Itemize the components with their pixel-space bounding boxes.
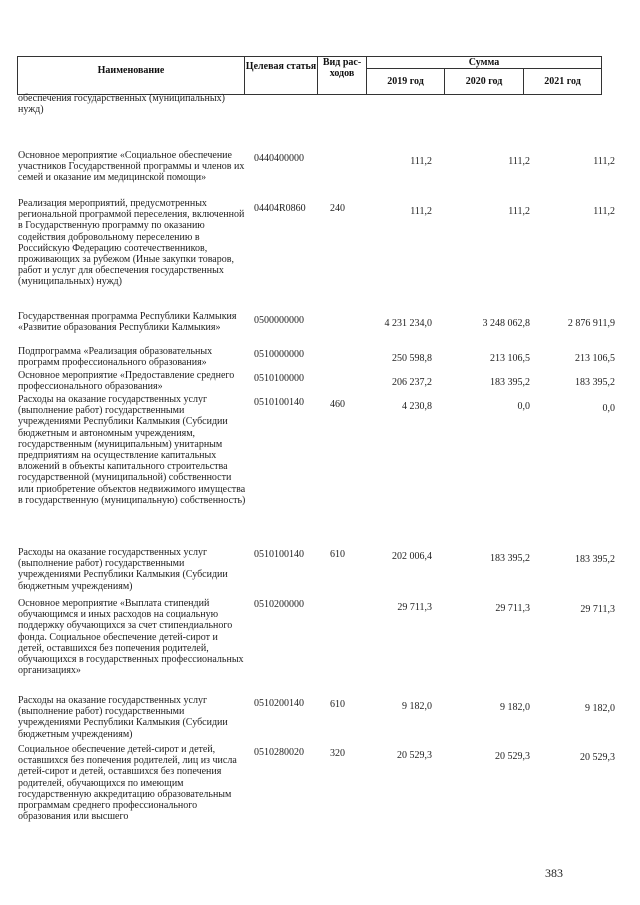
row-name: Основное мероприятие «Предоставление среднего профессионального образования» (18, 370, 235, 393)
row-value-2019: 111,2 (410, 206, 432, 217)
row-value-2019: 250 598,8 (392, 353, 432, 364)
column-header-2021: 2021 год (544, 76, 581, 87)
row-value-2020: 111,2 (508, 206, 530, 217)
row-value-2021: 9 182,0 (585, 703, 615, 714)
row-value-2021: 111,2 (593, 156, 615, 167)
row-value-2020: 111,2 (508, 156, 530, 167)
row-target-code: 0510000000 (254, 349, 304, 360)
row-value-2020: 20 529,3 (495, 751, 530, 762)
page-number: 383 (545, 866, 563, 880)
row-value-2020: 3 248 062,8 (482, 318, 530, 329)
column-header-sum: Сумма (468, 57, 500, 68)
row-target-code: 0510200000 (254, 599, 304, 610)
column-header-2020: 2020 год (465, 76, 503, 87)
header-right-border (601, 56, 602, 95)
row-name: Расходы на оказание государственных услуг (выполнение работ) государственными учреждениями Республики Калмыкия (Субсидии бюджетным и автономным учреждениям, государственным (муниципальным) унитарным предприятиям на осуществление капитальных вложений в объекты капитального строительства государственной (муниципальной) собственности или приобретение объектов недвижимого имущества в государственную (муниципальную) собственность) (18, 394, 246, 506)
row-value-2020: 213 106,5 (490, 353, 530, 364)
row-target-code: 04404R0860 (254, 203, 306, 214)
row-value-2020: 29 711,3 (495, 603, 530, 614)
column-header-2019: 2019 год (387, 76, 424, 87)
row-value-2021: 29 711,3 (580, 604, 615, 615)
row-expense-type: 240 (330, 203, 345, 214)
row-target-code: 0510200140 (254, 698, 304, 709)
row-name: обеспечения государственных (муниципальных) нужд) (18, 93, 225, 116)
row-value-2021: 213 106,5 (575, 353, 615, 364)
row-name: Реализация мероприятий, предусмотренных региональной программой переселения, включенной в Государственную программу по оказанию содействия добровольному переселению в Российскую Федерацию соотечественников, проживающих за рубежом (Иные закупки товаров, работ и услуг для обеспечения государственных (муниципальных) нужд) (18, 198, 245, 288)
row-target-code: 0510100140 (254, 397, 304, 408)
row-target-code: 0500000000 (254, 315, 304, 326)
row-target-code: 0510100000 (254, 373, 304, 384)
row-expense-type: 460 (330, 399, 345, 410)
row-value-2021: 20 529,3 (580, 752, 615, 763)
column-header-name: Наименование (97, 65, 165, 76)
row-value-2020: 9 182,0 (500, 702, 530, 713)
row-name: Основное мероприятие «Социальное обеспечение участников Государственной программы и членов их семей и оказание им медицинской помощи» (18, 150, 245, 184)
row-value-2020: 0,0 (517, 401, 530, 412)
sum-subheader-border (366, 68, 602, 69)
row-value-2020: 183 395,2 (490, 553, 530, 564)
row-value-2019: 111,2 (410, 156, 432, 167)
row-value-2021: 111,2 (593, 206, 615, 217)
row-target-code: 0510280020 (254, 747, 304, 758)
row-value-2019: 20 529,3 (397, 750, 432, 761)
row-value-2020: 183 395,2 (490, 377, 530, 388)
row-name: Расходы на оказание государственных услуг (выполнение работ) государственными учреждениями Республики Калмыкия (Субсидии бюджетным учреждениям) (18, 547, 228, 592)
row-name: Социальное обеспечение детей-сирот и детей, оставшихся без попечения родителей, лиц из числа детей-сирот и детей, оставшихся без попечения родителей, обучающихся по имеющим государственную аккредитацию образовательным программам среднего профессионального образования или высшего (18, 744, 237, 823)
row-target-code: 0510100140 (254, 549, 304, 560)
row-expense-type: 610 (330, 549, 345, 560)
column-header-target: Целевая статья (245, 61, 317, 72)
row-expense-type: 610 (330, 699, 345, 710)
row-value-2021: 0,0 (602, 403, 615, 414)
row-target-code: 0440400000 (254, 153, 304, 164)
row-value-2019: 4 231 234,0 (384, 318, 432, 329)
row-name: Подпрограмма «Реализация образовательных программ профессионального образования» (18, 346, 213, 369)
row-expense-type: 320 (330, 748, 345, 759)
row-value-2021: 183 395,2 (575, 377, 615, 388)
row-name: Государственная программа Республики Калмыкия «Развитие образования Республики Калмыкия» (18, 311, 237, 334)
row-value-2019: 206 237,2 (392, 377, 432, 388)
row-name: Основное мероприятие «Выплата стипендий обучающимся и иных расходов на социальную поддержку обучающихся за счет стипендиального фонда. Социальное обеспечение детей-сирот и детей, оставшихся без попечения родителей, обучающихся в государственных профессиональных организациях» (18, 598, 244, 677)
column-header-type: Вид рас-ходов (322, 57, 362, 79)
row-value-2021: 183 395,2 (575, 554, 615, 565)
row-value-2019: 9 182,0 (402, 701, 432, 712)
row-value-2021: 2 876 911,9 (567, 318, 615, 329)
row-value-2019: 29 711,3 (397, 602, 432, 613)
row-value-2019: 4 230,8 (402, 401, 432, 412)
row-value-2019: 202 006,4 (392, 551, 432, 562)
row-name: Расходы на оказание государственных услуг (выполнение работ) государственными учреждениями Республики Калмыкия (Субсидии бюджетным учреждениям) (18, 695, 228, 740)
